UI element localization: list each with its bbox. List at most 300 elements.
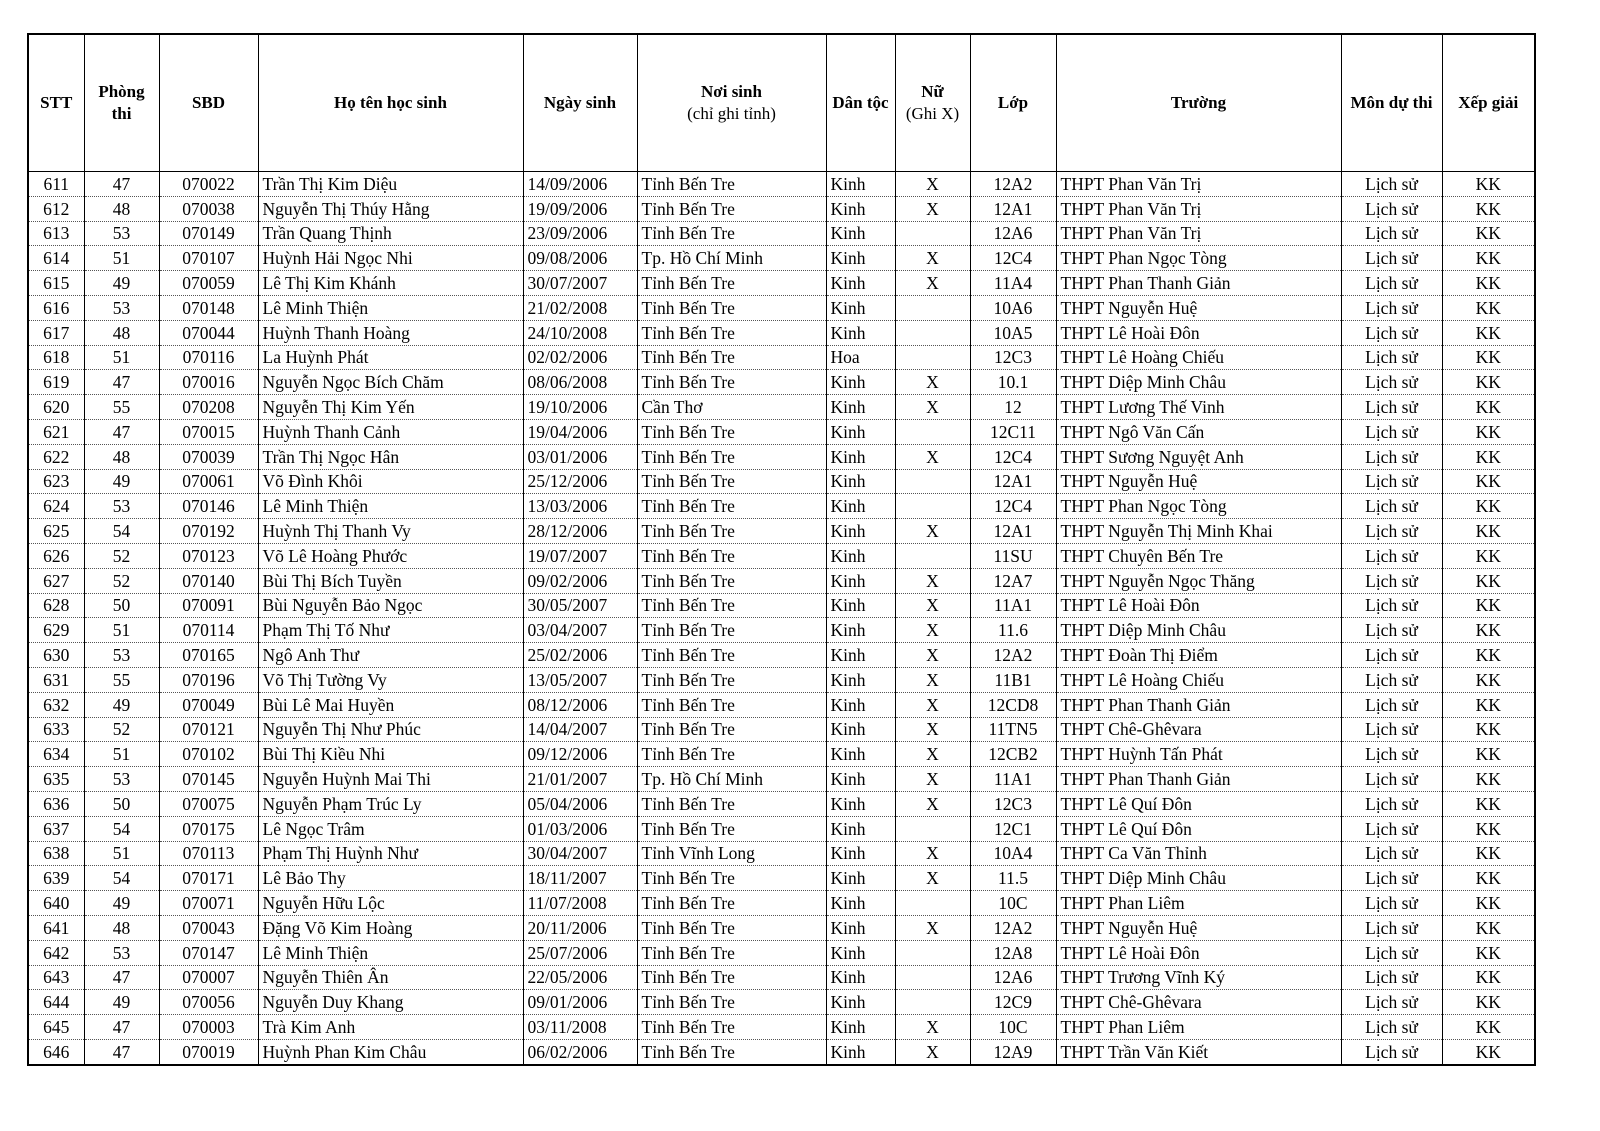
cell-ho-ten: Trần Thị Ngọc Hân xyxy=(258,444,523,469)
cell-lop: 12C3 xyxy=(970,345,1056,370)
cell-stt: 616 xyxy=(28,295,84,320)
cell-sbd: 070043 xyxy=(159,915,258,940)
cell-ho-ten: Nguyễn Thị Thúy Hằng xyxy=(258,196,523,221)
cell-stt: 640 xyxy=(28,891,84,916)
cell-stt: 623 xyxy=(28,469,84,494)
cell-xep-giai: KK xyxy=(1442,419,1535,444)
table-row xyxy=(28,767,1535,792)
cell-sbd: 070038 xyxy=(159,196,258,221)
cell-stt: 611 xyxy=(28,172,84,197)
cell-ho-ten: Nguyễn Hữu Lộc xyxy=(258,891,523,916)
cell-ngay-sinh: 22/05/2006 xyxy=(523,965,637,990)
cell-truong: THPT Huỳnh Tấn Phát xyxy=(1056,742,1341,767)
cell-sbd: 070019 xyxy=(159,1039,258,1064)
header-mon-du-thi: Môn dự thi xyxy=(1341,34,1442,172)
cell-ho-ten: Bùi Thị Kiều Nhi xyxy=(258,742,523,767)
cell-phong-thi: 47 xyxy=(84,419,159,444)
cell-nu xyxy=(895,469,970,494)
cell-sbd: 070049 xyxy=(159,692,258,717)
cell-mon-du-thi: Lịch sử xyxy=(1341,1039,1442,1064)
table-row xyxy=(28,891,1535,916)
cell-dan-toc: Kinh xyxy=(826,643,895,668)
cell-stt: 631 xyxy=(28,667,84,692)
table-row xyxy=(28,295,1535,320)
cell-ngay-sinh: 11/07/2008 xyxy=(523,891,637,916)
cell-lop: 12C4 xyxy=(970,444,1056,469)
header-phong-thi: Phòng thi xyxy=(84,34,159,172)
header-noi-sinh: Nơi sinh (chỉ ghi tỉnh) xyxy=(637,34,826,172)
cell-dan-toc: Kinh xyxy=(826,395,895,420)
cell-lop: 11.5 xyxy=(970,866,1056,891)
cell-sbd: 070113 xyxy=(159,841,258,866)
cell-dan-toc: Kinh xyxy=(826,172,895,197)
cell-dan-toc: Kinh xyxy=(826,767,895,792)
cell-sbd: 070091 xyxy=(159,593,258,618)
cell-noi-sinh: Tỉnh Bến Tre xyxy=(637,866,826,891)
cell-phong-thi: 48 xyxy=(84,320,159,345)
cell-ngay-sinh: 14/04/2007 xyxy=(523,717,637,742)
cell-ngay-sinh: 19/07/2007 xyxy=(523,543,637,568)
cell-noi-sinh: Tỉnh Bến Tre xyxy=(637,618,826,643)
table-header xyxy=(28,34,1535,172)
cell-lop: 10A5 xyxy=(970,320,1056,345)
cell-stt: 645 xyxy=(28,1015,84,1040)
cell-noi-sinh: Tỉnh Bến Tre xyxy=(637,469,826,494)
cell-sbd: 070022 xyxy=(159,172,258,197)
cell-noi-sinh: Tp. Hồ Chí Minh xyxy=(637,246,826,271)
cell-noi-sinh: Tỉnh Bến Tre xyxy=(637,494,826,519)
cell-nu: X xyxy=(895,767,970,792)
cell-noi-sinh: Tỉnh Bến Tre xyxy=(637,742,826,767)
cell-ho-ten: Bùi Nguyễn Bảo Ngọc xyxy=(258,593,523,618)
cell-dan-toc: Kinh xyxy=(826,618,895,643)
cell-noi-sinh: Tỉnh Bến Tre xyxy=(637,965,826,990)
cell-truong: THPT Trương Vĩnh Ký xyxy=(1056,965,1341,990)
table-row xyxy=(28,841,1535,866)
cell-lop: 12CB2 xyxy=(970,742,1056,767)
cell-stt: 622 xyxy=(28,444,84,469)
cell-sbd: 070145 xyxy=(159,767,258,792)
cell-noi-sinh: Tỉnh Bến Tre xyxy=(637,172,826,197)
cell-ho-ten: Trần Quang Thịnh xyxy=(258,221,523,246)
cell-ngay-sinh: 09/01/2006 xyxy=(523,990,637,1015)
cell-noi-sinh: Tỉnh Bến Tre xyxy=(637,816,826,841)
cell-ngay-sinh: 20/11/2006 xyxy=(523,915,637,940)
cell-ngay-sinh: 30/07/2007 xyxy=(523,271,637,296)
header-lop: Lớp xyxy=(970,34,1056,172)
cell-ngay-sinh: 24/10/2008 xyxy=(523,320,637,345)
cell-phong-thi: 47 xyxy=(84,965,159,990)
cell-phong-thi: 55 xyxy=(84,667,159,692)
cell-truong: THPT Lê Hoàng Chiếu xyxy=(1056,667,1341,692)
cell-truong: THPT Đoàn Thị Điểm xyxy=(1056,643,1341,668)
cell-phong-thi: 49 xyxy=(84,990,159,1015)
cell-nu xyxy=(895,816,970,841)
cell-xep-giai: KK xyxy=(1442,246,1535,271)
cell-phong-thi: 53 xyxy=(84,643,159,668)
table-row xyxy=(28,395,1535,420)
cell-ho-ten: Nguyễn Ngọc Bích Chăm xyxy=(258,370,523,395)
cell-ngay-sinh: 19/04/2006 xyxy=(523,419,637,444)
cell-stt: 625 xyxy=(28,519,84,544)
cell-truong: THPT Nguyễn Huệ xyxy=(1056,915,1341,940)
header-stt: STT xyxy=(28,34,84,172)
cell-truong: THPT Chê-Ghêvara xyxy=(1056,717,1341,742)
cell-ngay-sinh: 06/02/2006 xyxy=(523,1039,637,1064)
cell-ho-ten: Nguyễn Duy Khang xyxy=(258,990,523,1015)
cell-ngay-sinh: 09/08/2006 xyxy=(523,246,637,271)
cell-ho-ten: Huỳnh Hải Ngọc Nhi xyxy=(258,246,523,271)
cell-sbd: 070208 xyxy=(159,395,258,420)
cell-lop: 12A6 xyxy=(970,221,1056,246)
cell-lop: 12A1 xyxy=(970,519,1056,544)
cell-lop: 12C11 xyxy=(970,419,1056,444)
table-row xyxy=(28,643,1535,668)
cell-sbd: 070114 xyxy=(159,618,258,643)
cell-phong-thi: 47 xyxy=(84,1039,159,1064)
cell-xep-giai: KK xyxy=(1442,271,1535,296)
cell-phong-thi: 47 xyxy=(84,172,159,197)
cell-noi-sinh: Tỉnh Bến Tre xyxy=(637,1015,826,1040)
cell-xep-giai: KK xyxy=(1442,469,1535,494)
cell-stt: 646 xyxy=(28,1039,84,1064)
cell-truong: THPT Lê Hoài Đôn xyxy=(1056,320,1341,345)
cell-nu: X xyxy=(895,593,970,618)
cell-dan-toc: Kinh xyxy=(826,246,895,271)
cell-truong: THPT Diệp Minh Châu xyxy=(1056,866,1341,891)
cell-dan-toc: Kinh xyxy=(826,717,895,742)
cell-xep-giai: KK xyxy=(1442,618,1535,643)
cell-xep-giai: KK xyxy=(1442,196,1535,221)
cell-mon-du-thi: Lịch sử xyxy=(1341,395,1442,420)
cell-stt: 619 xyxy=(28,370,84,395)
cell-dan-toc: Hoa xyxy=(826,345,895,370)
cell-mon-du-thi: Lịch sử xyxy=(1341,568,1442,593)
cell-nu: X xyxy=(895,742,970,767)
cell-xep-giai: KK xyxy=(1442,767,1535,792)
cell-sbd: 070015 xyxy=(159,419,258,444)
cell-ho-ten: Trần Thị Kim Diệu xyxy=(258,172,523,197)
cell-mon-du-thi: Lịch sử xyxy=(1341,519,1442,544)
cell-stt: 630 xyxy=(28,643,84,668)
cell-phong-thi: 47 xyxy=(84,370,159,395)
cell-mon-du-thi: Lịch sử xyxy=(1341,990,1442,1015)
cell-nu xyxy=(895,940,970,965)
table-row xyxy=(28,271,1535,296)
cell-xep-giai: KK xyxy=(1442,692,1535,717)
table-row xyxy=(28,469,1535,494)
cell-lop: 12CD8 xyxy=(970,692,1056,717)
cell-ho-ten: Ngô Anh Thư xyxy=(258,643,523,668)
cell-nu xyxy=(895,891,970,916)
cell-noi-sinh: Tỉnh Bến Tre xyxy=(637,221,826,246)
cell-ho-ten: Lê Thị Kim Khánh xyxy=(258,271,523,296)
table-row xyxy=(28,940,1535,965)
cell-noi-sinh: Tỉnh Bến Tre xyxy=(637,320,826,345)
cell-ho-ten: Võ Thị Tường Vy xyxy=(258,667,523,692)
table-row xyxy=(28,370,1535,395)
cell-truong: THPT Lê Quí Đôn xyxy=(1056,816,1341,841)
cell-phong-thi: 52 xyxy=(84,568,159,593)
cell-ho-ten: Phạm Thị Tố Như xyxy=(258,618,523,643)
cell-dan-toc: Kinh xyxy=(826,1039,895,1064)
cell-xep-giai: KK xyxy=(1442,568,1535,593)
cell-ngay-sinh: 01/03/2006 xyxy=(523,816,637,841)
table-row xyxy=(28,196,1535,221)
cell-dan-toc: Kinh xyxy=(826,667,895,692)
cell-lop: 12C3 xyxy=(970,791,1056,816)
cell-nu: X xyxy=(895,1039,970,1064)
header-truong: Trường xyxy=(1056,34,1341,172)
table-row xyxy=(28,692,1535,717)
cell-sbd: 070146 xyxy=(159,494,258,519)
cell-lop: 10C xyxy=(970,891,1056,916)
cell-nu xyxy=(895,990,970,1015)
cell-ho-ten: Nguyễn Phạm Trúc Ly xyxy=(258,791,523,816)
cell-truong: THPT Nguyễn Huệ xyxy=(1056,295,1341,320)
cell-ho-ten: Bùi Lê Mai Huyền xyxy=(258,692,523,717)
cell-phong-thi: 51 xyxy=(84,618,159,643)
cell-lop: 12C9 xyxy=(970,990,1056,1015)
cell-ngay-sinh: 14/09/2006 xyxy=(523,172,637,197)
cell-noi-sinh: Tỉnh Bến Tre xyxy=(637,692,826,717)
cell-noi-sinh: Tỉnh Bến Tre xyxy=(637,419,826,444)
cell-dan-toc: Kinh xyxy=(826,519,895,544)
cell-noi-sinh: Tỉnh Bến Tre xyxy=(637,345,826,370)
cell-truong: THPT Phan Thanh Giản xyxy=(1056,271,1341,296)
table-row xyxy=(28,246,1535,271)
header-sbd: SBD xyxy=(159,34,258,172)
header-xep-giai: Xếp giải xyxy=(1442,34,1535,172)
header-nu: Nữ (Ghi X) xyxy=(895,34,970,172)
cell-dan-toc: Kinh xyxy=(826,568,895,593)
cell-mon-du-thi: Lịch sử xyxy=(1341,543,1442,568)
cell-dan-toc: Kinh xyxy=(826,543,895,568)
cell-ngay-sinh: 30/04/2007 xyxy=(523,841,637,866)
cell-nu: X xyxy=(895,915,970,940)
cell-nu: X xyxy=(895,519,970,544)
cell-nu: X xyxy=(895,618,970,643)
table-row xyxy=(28,667,1535,692)
cell-stt: 644 xyxy=(28,990,84,1015)
table-row xyxy=(28,221,1535,246)
cell-sbd: 070148 xyxy=(159,295,258,320)
cell-lop: 12A9 xyxy=(970,1039,1056,1064)
table-row xyxy=(28,568,1535,593)
cell-ho-ten: Lê Minh Thiện xyxy=(258,494,523,519)
cell-noi-sinh: Tỉnh Bến Tre xyxy=(637,444,826,469)
cell-dan-toc: Kinh xyxy=(826,866,895,891)
cell-truong: THPT Phan Liêm xyxy=(1056,891,1341,916)
cell-ngay-sinh: 09/02/2006 xyxy=(523,568,637,593)
cell-sbd: 070102 xyxy=(159,742,258,767)
cell-ho-ten: Huỳnh Thanh Hoàng xyxy=(258,320,523,345)
cell-stt: 613 xyxy=(28,221,84,246)
cell-mon-du-thi: Lịch sử xyxy=(1341,1015,1442,1040)
cell-ho-ten: Võ Đình Khôi xyxy=(258,469,523,494)
cell-mon-du-thi: Lịch sử xyxy=(1341,866,1442,891)
cell-ho-ten: Bùi Thị Bích Tuyền xyxy=(258,568,523,593)
cell-noi-sinh: Tỉnh Bến Tre xyxy=(637,519,826,544)
cell-ngay-sinh: 25/07/2006 xyxy=(523,940,637,965)
cell-xep-giai: KK xyxy=(1442,295,1535,320)
cell-lop: 11B1 xyxy=(970,667,1056,692)
cell-mon-du-thi: Lịch sử xyxy=(1341,196,1442,221)
cell-noi-sinh: Tỉnh Bến Tre xyxy=(637,891,826,916)
cell-lop: 12C1 xyxy=(970,816,1056,841)
cell-phong-thi: 47 xyxy=(84,1015,159,1040)
cell-sbd: 070147 xyxy=(159,940,258,965)
cell-nu: X xyxy=(895,172,970,197)
cell-truong: THPT Nguyễn Huệ xyxy=(1056,469,1341,494)
cell-sbd: 070016 xyxy=(159,370,258,395)
table-row xyxy=(28,915,1535,940)
cell-phong-thi: 52 xyxy=(84,543,159,568)
cell-mon-du-thi: Lịch sử xyxy=(1341,618,1442,643)
cell-nu: X xyxy=(895,791,970,816)
table-body xyxy=(28,172,1535,1065)
cell-stt: 642 xyxy=(28,940,84,965)
cell-nu xyxy=(895,494,970,519)
cell-ngay-sinh: 03/04/2007 xyxy=(523,618,637,643)
cell-phong-thi: 48 xyxy=(84,196,159,221)
cell-dan-toc: Kinh xyxy=(826,891,895,916)
cell-ngay-sinh: 30/05/2007 xyxy=(523,593,637,618)
cell-sbd: 070071 xyxy=(159,891,258,916)
cell-mon-du-thi: Lịch sử xyxy=(1341,295,1442,320)
cell-sbd: 070149 xyxy=(159,221,258,246)
cell-mon-du-thi: Lịch sử xyxy=(1341,370,1442,395)
cell-truong: THPT Lương Thế Vinh xyxy=(1056,395,1341,420)
cell-xep-giai: KK xyxy=(1442,841,1535,866)
cell-dan-toc: Kinh xyxy=(826,494,895,519)
cell-sbd: 070044 xyxy=(159,320,258,345)
cell-lop: 12 xyxy=(970,395,1056,420)
cell-dan-toc: Kinh xyxy=(826,320,895,345)
cell-lop: 12A2 xyxy=(970,915,1056,940)
cell-mon-du-thi: Lịch sử xyxy=(1341,494,1442,519)
cell-truong: THPT Phan Văn Trị xyxy=(1056,196,1341,221)
cell-mon-du-thi: Lịch sử xyxy=(1341,940,1442,965)
cell-ngay-sinh: 13/03/2006 xyxy=(523,494,637,519)
cell-mon-du-thi: Lịch sử xyxy=(1341,271,1442,296)
cell-phong-thi: 48 xyxy=(84,444,159,469)
cell-dan-toc: Kinh xyxy=(826,1015,895,1040)
table-row xyxy=(28,717,1535,742)
cell-ho-ten: Nguyễn Thị Như Phúc xyxy=(258,717,523,742)
cell-dan-toc: Kinh xyxy=(826,915,895,940)
cell-ho-ten: Nguyễn Thiên Ân xyxy=(258,965,523,990)
cell-ngay-sinh: 21/01/2007 xyxy=(523,767,637,792)
cell-mon-du-thi: Lịch sử xyxy=(1341,965,1442,990)
cell-lop: 10.1 xyxy=(970,370,1056,395)
cell-stt: 618 xyxy=(28,345,84,370)
cell-ho-ten: Nguyễn Thị Kim Yến xyxy=(258,395,523,420)
cell-nu xyxy=(895,320,970,345)
cell-lop: 11A4 xyxy=(970,271,1056,296)
cell-truong: THPT Trần Văn Kiết xyxy=(1056,1039,1341,1064)
cell-stt: 641 xyxy=(28,915,84,940)
cell-mon-du-thi: Lịch sử xyxy=(1341,320,1442,345)
cell-truong: THPT Phan Văn Trị xyxy=(1056,172,1341,197)
cell-mon-du-thi: Lịch sử xyxy=(1341,742,1442,767)
cell-phong-thi: 54 xyxy=(84,816,159,841)
table-row xyxy=(28,1015,1535,1040)
cell-mon-du-thi: Lịch sử xyxy=(1341,791,1442,816)
cell-dan-toc: Kinh xyxy=(826,692,895,717)
cell-mon-du-thi: Lịch sử xyxy=(1341,444,1442,469)
cell-mon-du-thi: Lịch sử xyxy=(1341,891,1442,916)
cell-sbd: 070059 xyxy=(159,271,258,296)
cell-lop: 11A1 xyxy=(970,767,1056,792)
cell-xep-giai: KK xyxy=(1442,320,1535,345)
cell-ho-ten: Huỳnh Phan Kim Châu xyxy=(258,1039,523,1064)
cell-xep-giai: KK xyxy=(1442,816,1535,841)
cell-noi-sinh: Tỉnh Bến Tre xyxy=(637,990,826,1015)
cell-lop: 11.6 xyxy=(970,618,1056,643)
cell-nu xyxy=(895,221,970,246)
table-row xyxy=(28,345,1535,370)
cell-phong-thi: 55 xyxy=(84,395,159,420)
cell-sbd: 070007 xyxy=(159,965,258,990)
cell-truong: THPT Phan Văn Trị xyxy=(1056,221,1341,246)
table-row xyxy=(28,444,1535,469)
cell-lop: 10A6 xyxy=(970,295,1056,320)
cell-dan-toc: Kinh xyxy=(826,965,895,990)
cell-stt: 633 xyxy=(28,717,84,742)
cell-dan-toc: Kinh xyxy=(826,295,895,320)
cell-nu: X xyxy=(895,717,970,742)
cell-noi-sinh: Tỉnh Bến Tre xyxy=(637,295,826,320)
cell-truong: THPT Ngô Văn Cấn xyxy=(1056,419,1341,444)
table-row xyxy=(28,816,1535,841)
cell-dan-toc: Kinh xyxy=(826,419,895,444)
cell-stt: 629 xyxy=(28,618,84,643)
cell-ngay-sinh: 08/06/2008 xyxy=(523,370,637,395)
cell-ho-ten: Lê Minh Thiện xyxy=(258,295,523,320)
cell-truong: THPT Phan Thanh Giản xyxy=(1056,692,1341,717)
cell-nu: X xyxy=(895,643,970,668)
cell-stt: 634 xyxy=(28,742,84,767)
cell-sbd: 070123 xyxy=(159,543,258,568)
cell-mon-du-thi: Lịch sử xyxy=(1341,767,1442,792)
cell-ngay-sinh: 09/12/2006 xyxy=(523,742,637,767)
cell-truong: THPT Phan Thanh Giản xyxy=(1056,767,1341,792)
cell-dan-toc: Kinh xyxy=(826,370,895,395)
cell-mon-du-thi: Lịch sử xyxy=(1341,469,1442,494)
cell-stt: 617 xyxy=(28,320,84,345)
cell-nu: X xyxy=(895,568,970,593)
cell-nu xyxy=(895,965,970,990)
cell-mon-du-thi: Lịch sử xyxy=(1341,643,1442,668)
cell-xep-giai: KK xyxy=(1442,742,1535,767)
cell-truong: THPT Lê Quí Đôn xyxy=(1056,791,1341,816)
cell-xep-giai: KK xyxy=(1442,395,1535,420)
cell-sbd: 070171 xyxy=(159,866,258,891)
cell-xep-giai: KK xyxy=(1442,940,1535,965)
cell-phong-thi: 48 xyxy=(84,915,159,940)
cell-truong: THPT Lê Hoàng Chiếu xyxy=(1056,345,1341,370)
header-ngay-sinh: Ngày sinh xyxy=(523,34,637,172)
cell-stt: 621 xyxy=(28,419,84,444)
cell-lop: 11TN5 xyxy=(970,717,1056,742)
cell-noi-sinh: Tỉnh Bến Tre xyxy=(637,593,826,618)
cell-lop: 10A4 xyxy=(970,841,1056,866)
cell-phong-thi: 53 xyxy=(84,494,159,519)
cell-stt: 624 xyxy=(28,494,84,519)
cell-ngay-sinh: 13/05/2007 xyxy=(523,667,637,692)
cell-truong: THPT Phan Ngọc Tòng xyxy=(1056,246,1341,271)
